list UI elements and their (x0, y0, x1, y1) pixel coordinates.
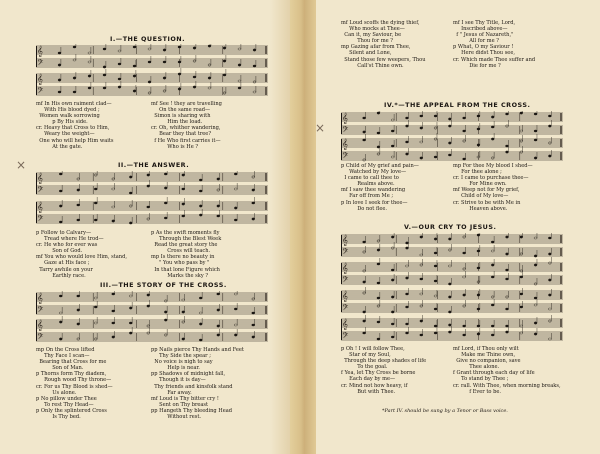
svg-text:𝄞: 𝄞 (37, 46, 43, 57)
svg-text:𝄢: 𝄢 (342, 304, 349, 315)
svg-text:𝄞: 𝄞 (342, 113, 348, 124)
section-title: V.—OUR CRY TO JESUS. (404, 223, 497, 231)
music-staff (341, 233, 563, 349)
svg-text:𝄞: 𝄞 (37, 202, 43, 213)
verse: mf I see Thy Title, Lord, Inscribed above— f " Jesus of Nazareth," All for me ? p What, O my Saviour ! Here didst Thou see, cr. Which made Thee suffer and Die for me ? (453, 20, 536, 69)
staff-notation (341, 233, 563, 345)
pencil-mark: × (315, 121, 326, 135)
svg-text:𝄢: 𝄢 (37, 333, 44, 344)
svg-text:𝄞: 𝄞 (342, 263, 348, 274)
svg-text:𝄢: 𝄢 (342, 126, 349, 137)
verse: p Follow to Calvary— Tread where He trod— cr. He who for ever was Son of God. mf You who would love Him, stand, Gaze at His face ; Tarry awhile on your Earthly race. (36, 230, 127, 279)
music-staff (36, 44, 268, 104)
svg-text:𝄞: 𝄞 (342, 139, 348, 150)
section-title: I.—THE QUESTION. (110, 35, 186, 43)
footnote: *Part IV. should be sung by a Tenor or Bass voice. (382, 408, 508, 414)
section-title: IV.*—THE APPEAL FROM THE CROSS. (384, 101, 531, 109)
verse: mp For thee My blood I shed— For thee alone ; cr. I came to purchase thee— For Mine own. mf Weep not for My grief, Child of My love— cr. Strive to be with Me in Heaven above. (453, 163, 533, 212)
music-staff (36, 291, 268, 349)
staff-notation (36, 171, 268, 229)
page-fold (290, 0, 316, 454)
verse: p As the swift moments fly Through the Blest Week Read the great story the Cross will teach. mp Is there no beauty in " You who pass by " In that lone Figure which Marks the sky ? (151, 230, 222, 279)
staff-notation (341, 111, 563, 163)
svg-text:𝄢: 𝄢 (37, 186, 44, 197)
svg-text:𝄞: 𝄞 (37, 173, 43, 184)
svg-text:𝄞: 𝄞 (37, 320, 43, 331)
svg-text:𝄞: 𝄞 (37, 74, 43, 85)
music-staff (341, 111, 563, 167)
verse: p Child of My grief and pain— Watched by My love— I came to call thee to Realms above. mf I saw thee wandering Far off from Me ; p In love I seek for thee— Do not flee. (341, 163, 419, 212)
svg-text:𝄢: 𝄢 (37, 306, 44, 317)
verse: mf Lord, if Thou only wilt Make me Thine own, Give no companion, save Thee alone. f Grant through each day of life To stand by Thee ; cr. rall. With Thee, when morning breaks, f Ever to be. (453, 346, 561, 395)
pencil-mark: × (16, 158, 27, 172)
svg-text:𝄢: 𝄢 (342, 152, 349, 163)
verse: mp On the Cross lifted Thy Face I scan— Bearing that Cross for me Son of Man. p Thorns form Thy diadem, Rough wood Thy throne— cr. For us Thy Blood is shed— Us alone. p No pillow under Thee To rest Thy Head— p Only the splintered Cross Is Thy bed. (36, 347, 113, 421)
svg-text:𝄞: 𝄞 (342, 319, 348, 330)
verse: pp Nails pierce Thy Hands and Feet Thy Side the spear ; No voice is nigh to say Help is near. pp Shadows of midnight fall, Though it is day— Thy friends and kinsfolk stand Far away. mf Loud is Thy bitter cry ! Sent on Thy breast pp Hangeth Thy bleeding Head Without rest. (151, 347, 244, 421)
svg-text:𝄢: 𝄢 (342, 332, 349, 343)
page-fold-shadow (270, 0, 290, 454)
svg-text:𝄢: 𝄢 (37, 59, 44, 70)
verse: mf In His own raiment clad— With His blood dyed ; Women walk sorrowing p By His side. cr. Heavy that Cross to Him, Weary the weight— One who will help Him waits At the gate. (36, 101, 114, 150)
staff-notation (36, 44, 268, 100)
music-staff (36, 171, 268, 233)
svg-text:𝄞: 𝄞 (342, 235, 348, 246)
verse: p Oh ! I will follow Thee, Star of my Soul, Through the deep shades of life To the goal. f Yea, let Thy Cross be borne Each day by me— cr. Mind not how heavy, if But with Thee. (341, 346, 427, 395)
staff-notation (36, 291, 268, 345)
svg-text:𝄢: 𝄢 (37, 87, 44, 98)
svg-text:𝄢: 𝄢 (37, 215, 44, 226)
section-title: III.—THE STORY OF THE CROSS. (100, 281, 227, 289)
svg-text:𝄞: 𝄞 (342, 291, 348, 302)
svg-text:𝄢: 𝄢 (342, 248, 349, 259)
svg-text:𝄢: 𝄢 (342, 276, 349, 287)
section-title: II.—THE ANSWER. (118, 161, 190, 169)
svg-text:𝄞: 𝄞 (37, 293, 43, 304)
verse: mf Loud scoffs the dying thief, Who mocks at Thee— Can it, my Saviour, be Thou for me ? mp Gazing afar from Thee, Silent and Lone, Stand those few weepers, Thou Call'st Thine own. (341, 20, 426, 69)
verse: mf See ! they are travelling On the same road— Simon is sharing with Him the load. cr. Oh, whither wandering, Bear they that tree? f He Who first carries it— Who is He ? (151, 101, 222, 150)
